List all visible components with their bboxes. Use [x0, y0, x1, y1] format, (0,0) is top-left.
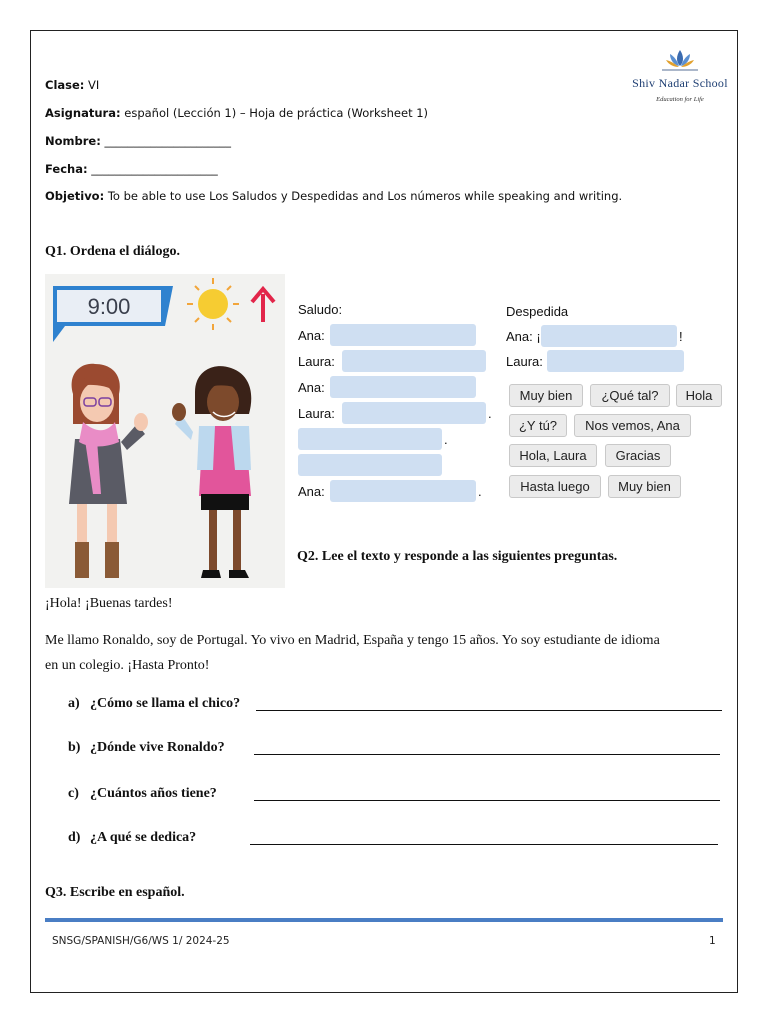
chip-hola-laura[interactable]: Hola, Laura — [509, 444, 597, 467]
chip-que-tal[interactable]: ¿Qué tal? — [590, 384, 670, 407]
q2-text-line-1: Me llamo Ronaldo, soy de Portugal. Yo vivo en Madrid, España y tengo 15 años. Yo soy estudiante de idioma — [45, 633, 660, 648]
school-logo — [632, 44, 728, 114]
question-a-text: ¿Cómo se llama el chico? — [90, 696, 241, 711]
despedida-title: Despedida — [506, 304, 569, 319]
nombre-row — [45, 134, 231, 148]
saludo-line-3-label: Ana: — [298, 380, 325, 395]
saludo-line-5-label: Ana: — [298, 484, 325, 499]
q2-greeting: ¡Hola! ¡Buenas tardes! — [45, 596, 173, 611]
clock-time: 9:00 — [87, 294, 131, 319]
objetivo-row — [45, 189, 622, 203]
saludo-dot-3: . — [478, 484, 482, 499]
fecha-blank[interactable]: ______________________ — [91, 162, 218, 176]
asignatura-label: Asignatura: — [45, 106, 121, 120]
objetivo-label: Objetivo: — [45, 189, 105, 203]
q3-title: Q3. Escribe en español. — [45, 885, 185, 900]
question-b-text: ¿Dónde vive Ronaldo? — [90, 740, 225, 755]
despedida-exclamation: ! — [679, 329, 683, 344]
chip-hasta-luego[interactable]: Hasta luego — [509, 475, 601, 498]
chip-hola[interactable]: Hola — [676, 384, 722, 407]
asignatura-row — [45, 106, 428, 120]
saludo-answer-7[interactable] — [330, 480, 476, 502]
fecha-label: Fecha: — [45, 162, 88, 176]
saludo-answer-6[interactable] — [298, 454, 442, 476]
q1-title: Q1. Ordena el diálogo. — [45, 244, 180, 259]
clase-label: Clase: — [45, 78, 85, 92]
nombre-blank[interactable]: ______________________ — [104, 134, 231, 148]
page-number: 1 — [709, 935, 716, 947]
question-b-letter: b) — [68, 740, 81, 755]
logo-tagline: Education for Life — [656, 96, 704, 103]
saludo-line-2-label: Laura: — [298, 354, 335, 369]
chip-muy-bien[interactable]: Muy bien — [509, 384, 583, 407]
despedida-ana-label: Ana: ¡ — [506, 329, 541, 344]
despedida-answer-2[interactable] — [547, 350, 684, 372]
clase-value: VI — [88, 78, 100, 92]
chip-gracias[interactable]: Gracias — [605, 444, 671, 467]
asignatura-value: español (Lección 1) – Hoja de práctica (Worksheet 1) — [124, 106, 429, 120]
despedida-answer-1[interactable] — [541, 325, 677, 347]
saludo-answer-4[interactable] — [342, 402, 486, 424]
clase-row — [45, 78, 99, 92]
answer-line-c[interactable] — [254, 800, 720, 801]
nombre-label: Nombre: — [45, 134, 101, 148]
question-d-text: ¿A qué se dedica? — [90, 830, 197, 845]
question-c-letter: c) — [68, 786, 79, 801]
objetivo-value: To be able to use Los Saludos y Despedidas and Los números while speaking and writing. — [107, 189, 623, 203]
saludo-line-4-label: Laura: — [298, 406, 335, 421]
q2-title: Q2. Lee el texto y responde a las siguientes preguntas. — [297, 549, 618, 564]
fecha-row — [45, 162, 218, 176]
chip-muy-bien-2[interactable]: Muy bien — [608, 475, 681, 498]
saludo-dot-1: . — [488, 406, 492, 421]
question-d-letter: d) — [68, 830, 81, 845]
footer-divider — [45, 918, 723, 922]
logo-name: Shiv Nadar School — [632, 76, 728, 90]
answer-line-b[interactable] — [254, 754, 720, 755]
greeting-illustration — [45, 274, 285, 588]
q2-text-line-2: en un colegio. ¡Hasta Pronto! — [45, 658, 210, 673]
footer-code: SNSG/SPANISH/G6/WS 1/ 2024-25 — [52, 935, 230, 947]
question-c-text: ¿Cuántos años tiene? — [90, 786, 217, 801]
saludo-title: Saludo: — [298, 302, 343, 317]
lotus-icon — [632, 44, 728, 76]
saludo-answer-2[interactable] — [342, 350, 486, 372]
chip-nos-vemos-ana[interactable]: Nos vemos, Ana — [574, 414, 691, 437]
answer-line-a[interactable] — [256, 710, 722, 711]
saludo-answer-1[interactable] — [330, 324, 476, 346]
chip-y-tu[interactable]: ¿Y tú? — [509, 414, 567, 437]
girl-right-figure — [172, 366, 251, 578]
saludo-answer-5[interactable] — [298, 428, 442, 450]
saludo-line-1-label: Ana: — [298, 328, 325, 343]
question-a-letter: a) — [68, 696, 80, 711]
girl-left-figure — [69, 364, 148, 578]
saludo-dot-2: . — [444, 432, 448, 447]
saludo-answer-3[interactable] — [330, 376, 476, 398]
sun-icon — [187, 278, 239, 330]
despedida-laura-label: Laura: — [506, 354, 543, 369]
arrow-up-icon — [252, 289, 274, 322]
answer-line-d[interactable] — [250, 844, 718, 845]
